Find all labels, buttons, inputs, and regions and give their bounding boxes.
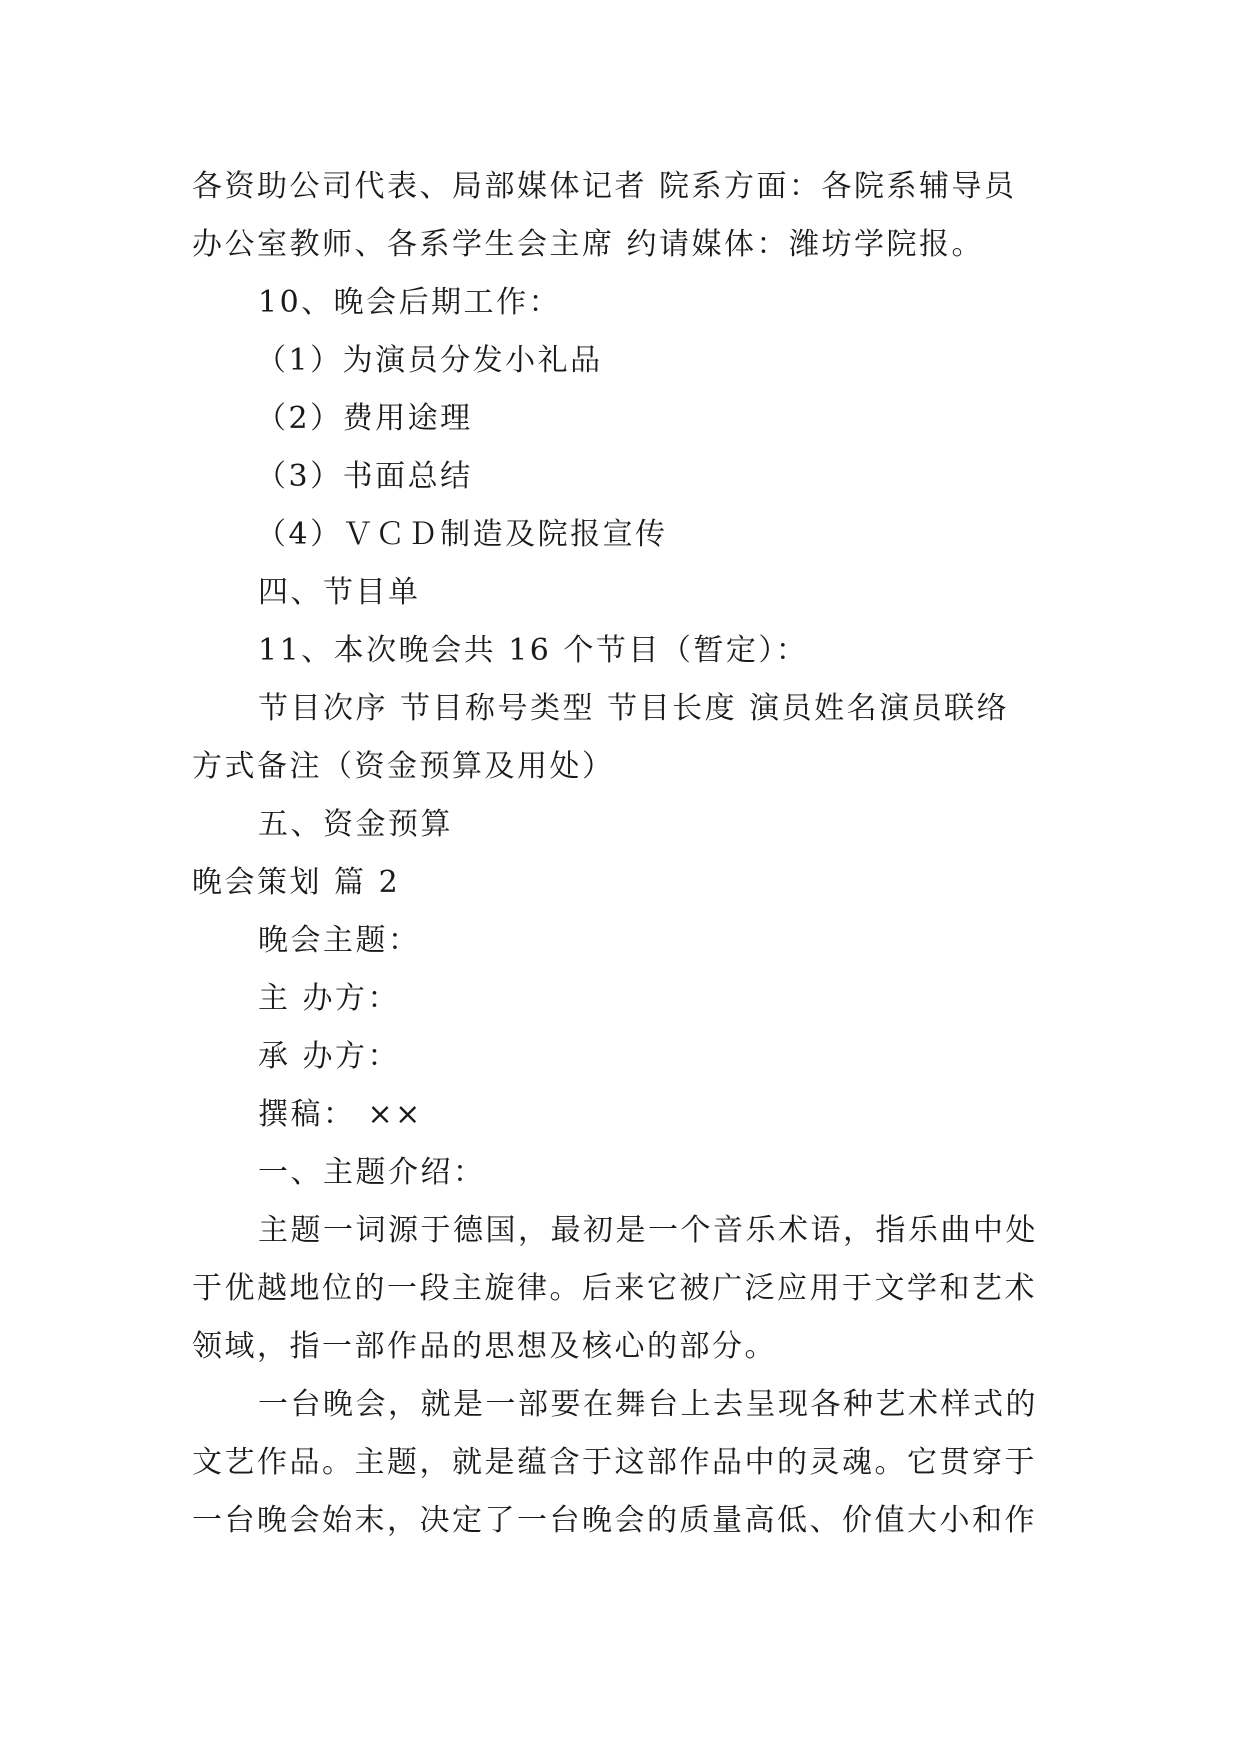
list-item-vcd: （4）ＶＣＤ制造及院报宣传 bbox=[256, 517, 668, 552]
list-item-summary: （3）书面总结 bbox=[256, 459, 473, 494]
paragraph-1-line-2: 于优越地位的一段主旋律。后来它被广泛应用于文学和艺术 bbox=[192, 1271, 1037, 1306]
field-coorganizer: 承 办方： bbox=[258, 1039, 401, 1074]
list-item-expenses: （2）费用途理 bbox=[256, 401, 473, 436]
section-heading-program-count: 11、本次晚会共 16 个节目（暂定）： bbox=[258, 633, 809, 668]
body-line-2: 办公室教师、各系学生会主席 约请媒体：潍坊学院报。 bbox=[192, 227, 985, 262]
paragraph-2-line-1: 一台晚会，就是一部要在舞台上去呈现各种艺术样式的 bbox=[258, 1387, 1038, 1422]
section-heading-budget: 五、资金预算 bbox=[258, 807, 453, 842]
document-body bbox=[192, 158, 1054, 1550]
paragraph-2-line-2: 文艺作品。主题，就是蕴含于这部作品中的灵魂。它贯穿于 bbox=[192, 1445, 1037, 1480]
field-theme: 晚会主题： bbox=[258, 923, 421, 958]
section-heading-program: 四、节目单 bbox=[258, 575, 421, 610]
paragraph-2-line-3: 一台晚会始末，决定了一台晚会的质量高低、价值大小和作 bbox=[192, 1503, 1037, 1538]
paragraph-1-line-3: 领域，指一部作品的思想及核心的部分。 bbox=[192, 1329, 777, 1364]
list-item-gifts: （1）为演员分发小礼品 bbox=[256, 343, 603, 378]
program-columns-line-2: 方式备注（资金预算及用处） bbox=[192, 749, 615, 784]
paragraph-1-line-1: 主题一词源于德国，最初是一个音乐术语，指乐曲中处 bbox=[258, 1213, 1038, 1248]
body-line-1: 各资助公司代表、局部媒体记者 院系方面：各院系辅导员 bbox=[192, 169, 1017, 204]
program-columns-line-1: 节目次序 节目称号类型 节目长度 演员姓名演员联络 bbox=[258, 691, 1010, 726]
section-heading-post-work: 10、晚会后期工作： bbox=[258, 285, 562, 320]
article-title: 晚会策划 篇 2 bbox=[192, 865, 401, 900]
section-heading-theme-intro: 一、主题介绍： bbox=[258, 1155, 486, 1190]
field-organizer: 主 办方： bbox=[258, 981, 401, 1016]
field-author: 撰稿： ×× bbox=[258, 1097, 423, 1132]
